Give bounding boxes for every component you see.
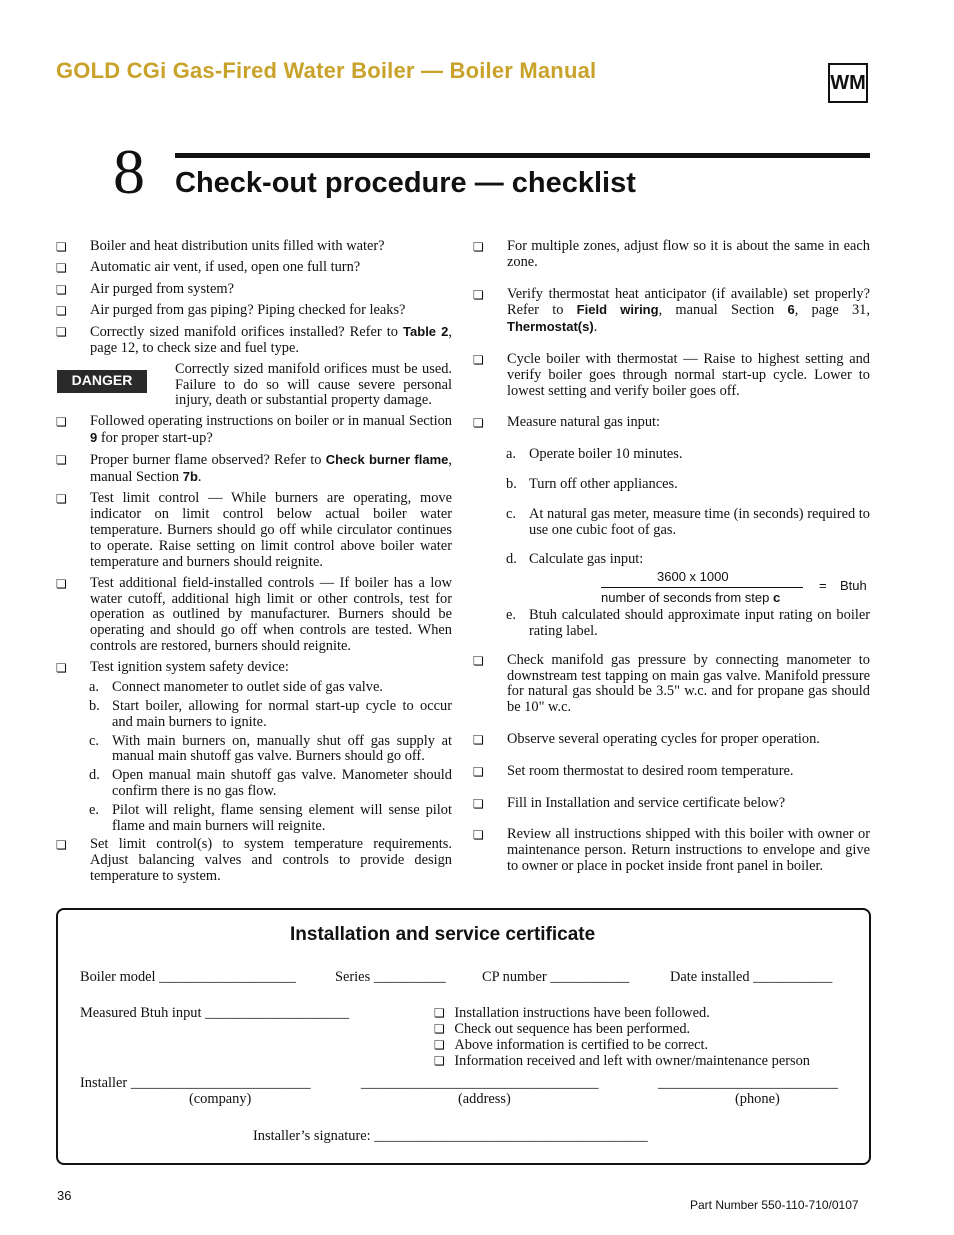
- checkbox-icon[interactable]: ❏: [56, 453, 67, 468]
- checkbox-icon[interactable]: ❏: [473, 828, 484, 843]
- sub-step: b. Turn off other appliances.: [506, 475, 678, 492]
- checkbox-icon[interactable]: ❏: [56, 661, 67, 676]
- sub-step: d. Calculate gas input:: [506, 551, 644, 568]
- page-number: 36: [57, 1188, 72, 1203]
- checklist-item: ❏ Set room thermostat to desired room temperature.: [473, 762, 794, 779]
- checklist-item: ❏ Verify thermostat heat anticipator (if available) set properly? Refer to Field wiring, manual Section 6, page 31, Thermostat(s).: [473, 285, 870, 336]
- checkbox-icon[interactable]: ❏: [473, 287, 484, 302]
- checkbox-icon[interactable]: ❏: [473, 764, 484, 779]
- sub-step: c. At natural gas meter, measure time (in seconds) required to use one cubic foot of gas.: [506, 505, 870, 538]
- sub-step: c. With main burners on, manually shut off gas supply at manual main shutoff gas valve. Burners should go off.: [89, 732, 452, 765]
- sub-step: e. Pilot will relight, flame sensing element will sense pilot flame and main burners will reignite.: [89, 801, 452, 834]
- formula-unit: Btuh: [840, 578, 867, 594]
- checklist-item: ❏ Test limit control — While burners are operating, move indicator on limit control below actual boiler water temperature. Burners should go off while circulator continues to operate. Raise setting on limit control above boiler water temperature and burners should reignite.: [56, 490, 452, 570]
- checklist-item: ❏ Proper burner flame observed? Refer to Check burner flame, manual Section 7b.: [56, 452, 452, 486]
- certificate-check: ❏ Information received and left with owner/maintenance person: [434, 1053, 811, 1069]
- checkbox-icon[interactable]: ❏: [56, 282, 67, 297]
- weil-mclain-logo: WM: [828, 63, 868, 103]
- section-number: 8: [113, 136, 145, 207]
- formula-fraction-bar: [601, 587, 803, 588]
- checkbox-icon[interactable]: ❏: [473, 732, 484, 747]
- checkbox-icon[interactable]: ❏: [473, 796, 484, 811]
- checkbox-icon[interactable]: ❏: [56, 492, 67, 507]
- checklist-item: ❏ Automatic air vent, if used, open one full turn?: [56, 259, 361, 276]
- cp-number-field[interactable]: CP number ___________: [482, 969, 630, 985]
- checklist-item: ❏ Air purged from system?: [56, 280, 235, 297]
- checkbox-icon[interactable]: ❏: [473, 352, 484, 367]
- checklist-item: ❏ For multiple zones, adjust flow so it is about the same in each zone.: [473, 238, 870, 270]
- gas-input-formula: [473, 568, 870, 608]
- measured-input-field[interactable]: Measured Btuh input ____________________: [80, 1005, 350, 1021]
- installer-signature-field[interactable]: Installer’s signature: ______________________________________: [253, 1128, 648, 1144]
- date-installed-field[interactable]: Date installed ___________: [670, 969, 833, 985]
- sub-step: b. Start boiler, allowing for normal start-up cycle to occur and main burners to ignite.: [89, 697, 452, 730]
- checklist-item: ❏ Cycle boiler with thermostat — Raise to highest setting and verify boiler goes through normal start-up cycle. Lower to lowest setting and verify boiler goes off.: [473, 350, 870, 399]
- series-field[interactable]: Series __________: [335, 969, 446, 985]
- checkbox-icon[interactable]: ❏: [473, 653, 484, 668]
- formula-denominator: number of seconds from step c: [601, 590, 781, 606]
- checkbox-icon[interactable]: ❏: [56, 838, 67, 853]
- checkbox-icon[interactable]: ❏: [434, 1038, 445, 1052]
- right-checklist: [473, 239, 870, 875]
- checkbox-icon[interactable]: ❏: [56, 261, 67, 276]
- checkbox-icon[interactable]: ❏: [473, 240, 484, 254]
- certificate-check: ❏ Above information is certified to be correct.: [434, 1037, 709, 1053]
- checklist-item: ❏ Check manifold gas pressure by connecting manometer to downstream test tapping on main gas valve. Manifold pressure for natural gas should be 3.5" w.c. and for propane gas should be 10" w.c.: [473, 651, 870, 716]
- checkbox-icon[interactable]: ❏: [56, 325, 67, 340]
- installer-phone-field[interactable]: _________________________: [658, 1075, 838, 1091]
- boiler-model-field[interactable]: Boiler model ___________________: [80, 969, 296, 985]
- danger-text: Correctly sized manifold orifices must be used. Failure to do so will cause severe personal injury, death or substantial property damage.: [175, 360, 452, 409]
- checkbox-icon[interactable]: ❏: [434, 1022, 445, 1036]
- checkbox-icon[interactable]: ❏: [56, 415, 67, 430]
- checklist-item: ❏ Observe several operating cycles for proper operation.: [473, 730, 820, 747]
- sub-step: a. Operate boiler 10 minutes.: [506, 446, 683, 463]
- checkbox-icon[interactable]: ❏: [434, 1006, 445, 1020]
- manual-header-title: GOLD CGi Gas-Fired Water Boiler — Boiler Manual: [56, 58, 597, 83]
- checklist-item: ❏ Followed operating instructions on boiler or in manual Section 9 for proper start-up?: [56, 413, 452, 446]
- left-checklist: [56, 239, 452, 885]
- checkbox-icon[interactable]: ❏: [434, 1054, 445, 1068]
- sub-step: d. Open manual main shutoff gas valve. Manometer should confirm there is no gas flow.: [89, 767, 452, 799]
- checklist-item: ❏ Measure natural gas input:: [473, 414, 661, 431]
- checklist-item: ❏ Air purged from gas piping? Piping checked for leaks?: [56, 301, 406, 318]
- company-caption: (company): [189, 1091, 252, 1107]
- certificate-check: ❏ Installation instructions have been followed.: [434, 1005, 710, 1021]
- checklist-item: ❏ Boiler and heat distribution units filled with water?: [56, 238, 385, 254]
- installation-certificate: [56, 908, 871, 1165]
- formula-numerator: 3600 x 1000: [657, 569, 729, 585]
- danger-notice: [56, 362, 452, 409]
- certificate-check: ❏ Check out sequence has been performed.: [434, 1021, 691, 1037]
- checkbox-icon[interactable]: ❏: [56, 303, 67, 318]
- installer-address-field[interactable]: _________________________________: [361, 1075, 599, 1091]
- part-number: Part Number 550-110-710/0107: [690, 1198, 859, 1212]
- checklist-item: ❏ Correctly sized manifold orifices installed? Refer to Table 2, page 12, to check size and fuel type.: [56, 324, 452, 356]
- certificate-title: Installation and service certificate: [290, 924, 596, 945]
- checklist-item: ❏ Review all instructions shipped with this boiler with owner or maintenance person. Return instructions to envelope and give to owner or place in pocket inside front panel in boiler.: [473, 826, 870, 874]
- address-caption: (address): [458, 1091, 511, 1107]
- sub-step: e. Btuh calculated should approximate input rating on boiler rating label.: [506, 607, 870, 639]
- checklist-item: ❏ Fill in Installation and service certificate below?: [473, 794, 786, 811]
- section-title: Check-out procedure — checklist: [175, 167, 636, 199]
- formula-equals: =: [819, 578, 827, 594]
- section-rule: [175, 153, 870, 158]
- checklist-item: ❏ Set limit control(s) to system temperature requirements. Adjust balancing valves and controls to provide design temperature to system.: [56, 836, 452, 884]
- checklist-item: ❏ Test ignition system safety device:: [56, 659, 289, 676]
- phone-caption: (phone): [735, 1091, 780, 1107]
- checkbox-icon[interactable]: ❏: [473, 416, 484, 431]
- checkbox-icon[interactable]: ❏: [56, 240, 67, 254]
- sub-step: a. Connect manometer to outlet side of gas valve.: [89, 679, 383, 696]
- danger-label: DANGER: [57, 370, 147, 393]
- checklist-item: ❏ Test additional field-installed controls — If boiler has a low water cutoff, additional high limit or other controls, test for operation as outlined by manufacturer. Burners should be operating and should go off when controls are tested. When controls are restored, burners should reignite.: [56, 574, 452, 655]
- checkbox-icon[interactable]: ❏: [56, 576, 67, 591]
- installer-company-field[interactable]: Installer _________________________: [80, 1075, 311, 1091]
